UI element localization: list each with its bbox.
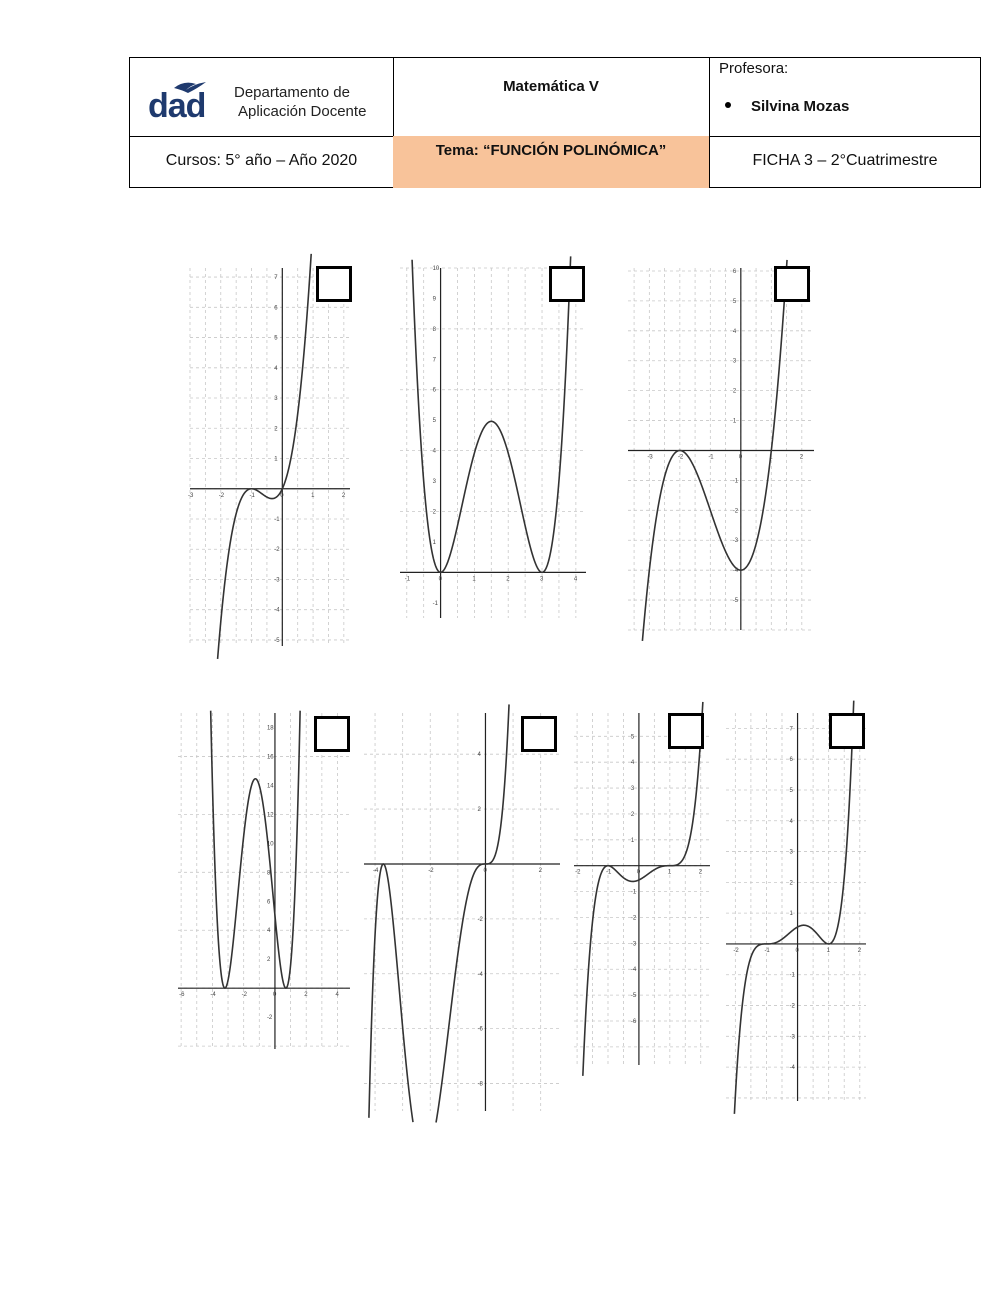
y-tick-label: 6 [274, 305, 278, 312]
x-tick-label: 0 [272, 992, 277, 999]
x-tick-label: -4 [210, 992, 216, 999]
x-tick-label: 1 [769, 454, 773, 461]
y-tick-label: 4 [477, 752, 481, 759]
y-tick-label: 5 [432, 418, 436, 425]
logo-text: dad [148, 87, 206, 125]
x-tick-label: 2 [698, 869, 703, 876]
y-tick-label: -4 [732, 568, 739, 575]
y-tick-label: 4 [266, 928, 271, 935]
x-tick-label: 1 [472, 576, 476, 583]
y-tick-label: -4 [274, 607, 280, 614]
x-tick-label: -2 [241, 992, 248, 999]
y-tick-label: 1 [732, 418, 737, 425]
x-tick-label: -1 [249, 492, 255, 499]
y-tick-label: 2 [477, 807, 481, 814]
y-tick-label: 4 [789, 818, 793, 825]
y-tick-label: 7 [432, 357, 436, 364]
logo-cell [130, 58, 393, 136]
x-tick-label: -1 [764, 947, 770, 954]
x-tick-label: -1 [606, 869, 612, 876]
y-tick-label: 3 [432, 479, 436, 486]
graph-1-plot [190, 268, 350, 646]
x-tick-label: -2 [428, 867, 434, 874]
y-tick-label: 2 [789, 880, 793, 887]
x-tick-label: 2 [341, 492, 346, 499]
bullet-icon [725, 102, 731, 108]
graph-2 [400, 268, 586, 618]
y-tick-label: 2 [266, 957, 271, 964]
polynomial-curve [218, 254, 312, 659]
polynomial-curve [734, 701, 853, 1114]
x-tick-label: 1 [826, 947, 831, 954]
y-tick-label: -5 [274, 637, 280, 644]
x-tick-label: 3 [540, 576, 544, 583]
y-tick-label: 6 [432, 387, 436, 394]
y-tick-label: 2 [732, 388, 737, 395]
y-tick-label: -3 [630, 941, 637, 948]
y-tick-label: -4 [630, 967, 637, 974]
y-tick-label: 12 [266, 812, 274, 819]
y-tick-label: -2 [266, 1015, 273, 1022]
y-tick-label: 2 [274, 426, 278, 433]
teacher-cell [709, 58, 981, 136]
y-tick-label: 6 [789, 757, 793, 764]
y-tick-label: -5 [630, 993, 637, 1000]
graph-2-plot [400, 268, 586, 618]
graph-4-plot [178, 713, 350, 1049]
y-tick-label: 10 [432, 266, 440, 272]
answer-checkbox-6[interactable] [668, 713, 704, 749]
graph-5 [364, 713, 560, 1111]
teacher-name: Silvina Mozas [751, 98, 850, 115]
y-tick-label: -2 [477, 916, 483, 923]
graph-4 [178, 713, 350, 1049]
y-tick-label: 5 [732, 298, 737, 305]
answer-checkbox-2[interactable] [549, 266, 585, 302]
y-tick-label: 6 [266, 899, 271, 906]
graph-7-plot [726, 713, 866, 1101]
graph-3-plot [628, 268, 814, 630]
y-tick-label: 7 [789, 726, 793, 733]
answer-checkbox-3[interactable] [774, 266, 810, 302]
x-tick-label: 4 [335, 992, 339, 999]
y-tick-label: 5 [274, 335, 278, 342]
y-tick-label: -2 [732, 508, 739, 515]
graph-5-plot [364, 713, 560, 1111]
y-tick-label: -1 [789, 972, 795, 979]
x-tick-label: -1 [708, 454, 714, 461]
x-tick-label: 2 [857, 947, 862, 954]
y-tick-label: -4 [477, 971, 483, 978]
y-tick-label: 3 [274, 396, 278, 403]
x-tick-label: 0 [738, 454, 743, 461]
x-tick-label: -2 [733, 947, 739, 954]
subject-title: Matemática V [503, 78, 599, 95]
x-tick-label: 2 [799, 454, 804, 461]
x-tick-label: 0 [636, 869, 641, 876]
y-tick-label: 16 [266, 754, 274, 761]
y-tick-label: 4 [630, 760, 635, 767]
department-name [234, 83, 366, 121]
x-tick-label: -2 [677, 454, 684, 461]
x-tick-label: 0 [795, 947, 799, 954]
y-tick-label: 1 [630, 837, 635, 844]
y-tick-label: 3 [789, 849, 793, 856]
answer-checkbox-4[interactable] [314, 716, 350, 752]
y-tick-label: -1 [732, 478, 739, 485]
x-tick-label: -2 [575, 869, 581, 876]
polynomial-curve [369, 704, 509, 1122]
answer-checkbox-1[interactable] [316, 266, 352, 302]
y-tick-label: 8 [432, 326, 436, 333]
department-line1: Departamento de [234, 84, 350, 101]
teacher-label: Profesora: [719, 60, 789, 77]
graph-7 [726, 713, 866, 1101]
y-tick-label: -3 [732, 538, 739, 545]
graph-6-plot [574, 713, 710, 1065]
header-table [129, 57, 981, 188]
topic-title: Tema: “FUNCIÓN POLINÓMICA” [393, 136, 709, 188]
courses-info: Cursos: 5° año – Año 2020 [165, 152, 358, 169]
y-tick-label: 2 [432, 509, 436, 516]
x-tick-label: -6 [179, 992, 185, 999]
y-tick-label: -4 [789, 1065, 795, 1072]
department-line2: Aplicación Docente [238, 103, 367, 120]
x-tick-label: 2 [538, 867, 543, 874]
y-tick-label: -3 [789, 1034, 795, 1041]
x-tick-label: -1 [404, 576, 411, 583]
y-tick-label: -1 [432, 600, 438, 607]
x-tick-label: -3 [647, 454, 653, 461]
y-tick-label: 2 [630, 811, 635, 818]
y-tick-label: 5 [630, 734, 635, 741]
y-tick-label: 9 [432, 296, 436, 303]
y-tick-label: -1 [630, 889, 637, 896]
y-tick-label: 1 [432, 539, 436, 546]
y-tick-label: 4 [274, 365, 278, 372]
sheet-info: FICHA 3 – 2°Cuatrimestre [752, 152, 938, 169]
x-tick-label: 0 [280, 492, 284, 499]
graph-6 [574, 713, 710, 1065]
y-tick-label: 10 [266, 841, 274, 848]
teacher-name-row [725, 98, 849, 115]
y-tick-label: -3 [274, 577, 280, 584]
graph-3 [628, 268, 814, 630]
x-tick-label: -2 [218, 492, 225, 499]
y-tick-label: 1 [789, 911, 793, 918]
x-tick-label: -3 [188, 492, 194, 499]
y-tick-label: -2 [789, 1003, 795, 1010]
graph-1 [190, 268, 350, 646]
answer-checkbox-7[interactable] [829, 713, 865, 749]
y-tick-label: -5 [732, 598, 739, 605]
x-tick-label: 2 [506, 576, 510, 583]
x-tick-label: 0 [483, 867, 487, 874]
x-tick-label: 1 [667, 869, 672, 876]
y-tick-label: 8 [266, 870, 271, 877]
y-tick-label: -2 [630, 915, 637, 922]
polynomial-curve [211, 711, 300, 988]
x-tick-label: -4 [373, 867, 379, 874]
y-tick-label: 4 [732, 328, 737, 335]
y-tick-label: -2 [274, 547, 280, 554]
x-tick-label: 1 [311, 492, 315, 499]
y-tick-label: -6 [630, 1019, 637, 1025]
y-tick-label: 3 [630, 786, 635, 793]
polynomial-curve [583, 702, 703, 1076]
y-tick-label: 7 [274, 275, 278, 282]
y-tick-label: -6 [477, 1026, 483, 1033]
x-tick-label: 0 [438, 576, 442, 583]
y-tick-label: 5 [789, 787, 793, 794]
y-tick-label: 1 [274, 456, 278, 463]
y-tick-label: 4 [432, 448, 436, 455]
y-tick-label: -1 [274, 516, 280, 523]
x-tick-label: 2 [304, 992, 308, 999]
x-tick-label: 4 [573, 576, 578, 583]
y-tick-label: 18 [266, 725, 274, 732]
y-tick-label: 14 [266, 783, 274, 790]
y-tick-label: -8 [477, 1081, 483, 1088]
y-tick-label: 6 [732, 268, 737, 275]
answer-checkbox-5[interactable] [521, 716, 557, 752]
dad-logo [144, 78, 216, 126]
y-tick-label: 3 [732, 358, 737, 365]
